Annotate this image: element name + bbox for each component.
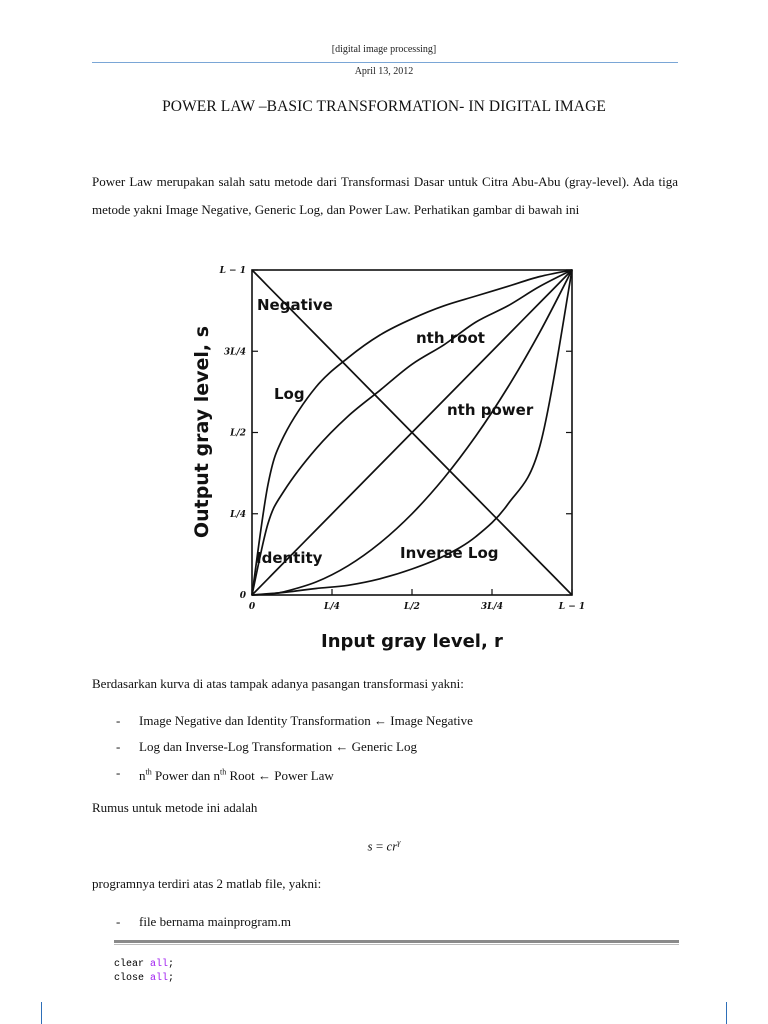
y-tick-label: 3L/4 (223, 347, 246, 358)
y-tick-label: L/4 (230, 509, 246, 520)
file-name: file bernama mainprogram.m (139, 914, 291, 929)
header-divider (92, 62, 678, 63)
x-tick-label: 3L/4 (480, 602, 504, 612)
page-border-left (41, 1002, 42, 1024)
x-tick-label: L/2 (404, 602, 420, 612)
running-header-subject: [digital image processing] (331, 44, 437, 55)
intro-paragraph: Power Law merupakan salah satu metode dari Transformasi Dasar untuk Citra Abu-Abu (gray-level). Ada tiga metode yakni Image Negative, Generic Log, dan Power Law. Perhatikan gambar di bawah ini (92, 174, 678, 217)
list-bullet: - (116, 765, 121, 780)
transformation-pairs-list (92, 708, 678, 786)
label-log: Log (274, 385, 305, 403)
list-item (92, 708, 678, 734)
code-block-divider-thin (114, 944, 679, 945)
x-axis-title: Input gray level, r (321, 631, 503, 652)
page-border-right (726, 1002, 727, 1024)
document-title: POWER LAW –BASIC TRANSFORMATION- IN DIGITAL IMAGE (162, 98, 606, 115)
list-item (92, 734, 678, 760)
code-block-divider (114, 940, 679, 943)
x-tick-label: L/4 (324, 602, 340, 612)
transformation-figure (186, 254, 606, 654)
power-law-formula: $s = cr^\gamma$ (367, 838, 401, 854)
formula-intro: Rumus untuk metode ini adalah (92, 800, 258, 815)
statement-pairs-intro: Berdasarkan kurva di atas tampak adanya pasangan transformasi yakni: (92, 676, 464, 691)
label-identity: Identity (256, 549, 323, 567)
program-intro: programnya terdiri atas 2 matlab file, yakni: (92, 876, 322, 891)
label-inverse-log: Inverse Log (400, 544, 499, 562)
list-item (92, 760, 678, 786)
label-negative: Negative (257, 296, 333, 314)
list-bullet: - (116, 739, 121, 754)
code-line: close all; (114, 972, 175, 984)
code-block (114, 958, 174, 985)
label-nth-root: nth root (416, 329, 485, 347)
y-tick-label: 0 (239, 591, 246, 601)
list-bullet: - (116, 713, 121, 728)
x-tick-label: L − 1 (558, 602, 586, 612)
y-tick-label: L − 1 (219, 266, 246, 276)
transformation-chart (186, 254, 606, 654)
x-tick-label: 0 (248, 602, 256, 612)
list-bullet: - (116, 914, 121, 929)
running-header-date: April 13, 2012 (354, 66, 414, 77)
list-item-text: Log dan Inverse-Log Transformation ← Generic Log (139, 739, 417, 754)
label-nth-power: nth power (447, 401, 534, 419)
y-axis-title: Output gray level, s (191, 325, 213, 539)
code-line: clear all; (114, 959, 175, 970)
list-item-text: Image Negative dan Identity Transformation ← Image Negative (139, 713, 473, 728)
y-tick-label: L/2 (230, 428, 246, 439)
x-ticks (249, 589, 585, 612)
list-item-text: $n^{th}$ Power dan $n^{th}$ Root ← Power Law (139, 768, 334, 784)
